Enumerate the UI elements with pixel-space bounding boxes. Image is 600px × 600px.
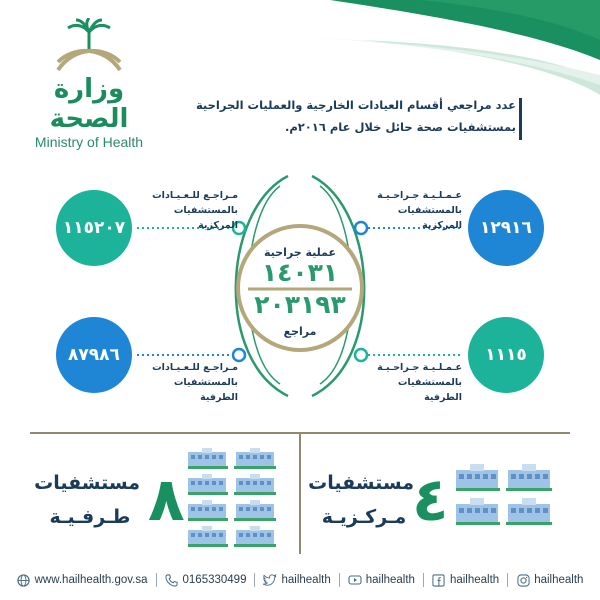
hospitals-line: مستشفيات (34, 472, 140, 494)
facebook-handle: hailhealth (449, 574, 500, 586)
label-line: مـراجـع للـعـيـادات (152, 190, 238, 201)
central-hospitals-text (308, 466, 414, 534)
youtube-handle: hailhealth (365, 574, 415, 586)
label-line: بالمستشفيات المركزية (173, 205, 238, 231)
ministry-logo (14, 18, 164, 150)
peripheral-hospitals-count: ٨ (148, 465, 185, 535)
phone-text: 0165330499 (182, 574, 247, 586)
palm-swords-icon (44, 18, 134, 74)
center-total-visitors: ٢٠٣١٩٣ (254, 290, 346, 319)
central-hospitals-count: ٤ (412, 465, 449, 535)
label-line: بالمستشفيات الطرفية (397, 377, 462, 403)
phone-icon (165, 573, 179, 587)
stat-circle-central-clinic-visitors: ١١٥٢٠٧ (56, 190, 132, 266)
footer-facebook[interactable] (424, 573, 507, 587)
globe-icon (17, 573, 31, 587)
hospitals-line: مـركـزيـة (321, 506, 407, 528)
section-divider-vertical (299, 434, 301, 554)
facebook-icon (432, 573, 446, 587)
title-line-2: بمستشفيات صحة حائل خلال عام ٢٠١٦م. (284, 120, 516, 134)
instagram-icon (516, 573, 530, 587)
website-text: www.hailhealth.gov.sa (34, 574, 148, 586)
building-icon-grid-peripheral (188, 446, 278, 550)
stat-circle-peripheral-surgeries: ١١١٥ (468, 317, 544, 393)
page-title (176, 94, 516, 138)
center-total-surgeries: ١٤٠٣١ (261, 258, 339, 287)
hospitals-line: طـرفـيـة (49, 506, 131, 528)
peripheral-hospitals-text (34, 466, 140, 534)
heading-accent-bar (519, 98, 522, 140)
instagram-handle: hailhealth (534, 574, 584, 586)
twitter-handle: hailhealth (281, 574, 331, 586)
footer-instagram[interactable] (508, 573, 591, 587)
stat-circle-central-surgeries: ١٢٩١٦ (468, 190, 544, 266)
label-peripheral-clinic-visitors (138, 360, 238, 405)
label-line: عـمـلـيـة جـراحـيـة (377, 362, 462, 373)
label-central-surgeries (362, 188, 462, 233)
hospitals-line: مستشفيات (308, 472, 414, 494)
footer-phone[interactable] (157, 573, 255, 587)
label-line: عـمـلـيـة جـراحـيـة (377, 190, 462, 201)
footer-youtube[interactable] (340, 573, 423, 587)
label-line: مـراجـع للـعـيـادات (152, 362, 238, 373)
label-line: بالمستشفيات الطرفية (173, 377, 238, 403)
footer-website[interactable] (9, 573, 156, 587)
footer-twitter[interactable] (255, 573, 338, 587)
logo-arabic-text: وزارة الصحة (49, 74, 129, 134)
label-peripheral-surgeries (362, 360, 462, 405)
youtube-icon (348, 573, 362, 587)
building-icon-grid-central (456, 462, 556, 528)
label-line: بالمستشفيات المركزية (397, 205, 462, 231)
label-central-clinic-visitors (138, 188, 238, 233)
twitter-icon (263, 573, 277, 587)
logo-english-text: Ministry of Health (34, 134, 144, 150)
stat-circle-peripheral-clinic-visitors: ٨٧٩٨٦ (56, 317, 132, 393)
center-label-visitors: مراجع (283, 325, 317, 338)
contact-footer (0, 566, 600, 594)
center-label-surgeries: عملية جراحية (264, 246, 336, 259)
title-line-1: عدد مراجعي أقسام العيادات الخارجية والعمليات الجراحية (195, 98, 516, 112)
